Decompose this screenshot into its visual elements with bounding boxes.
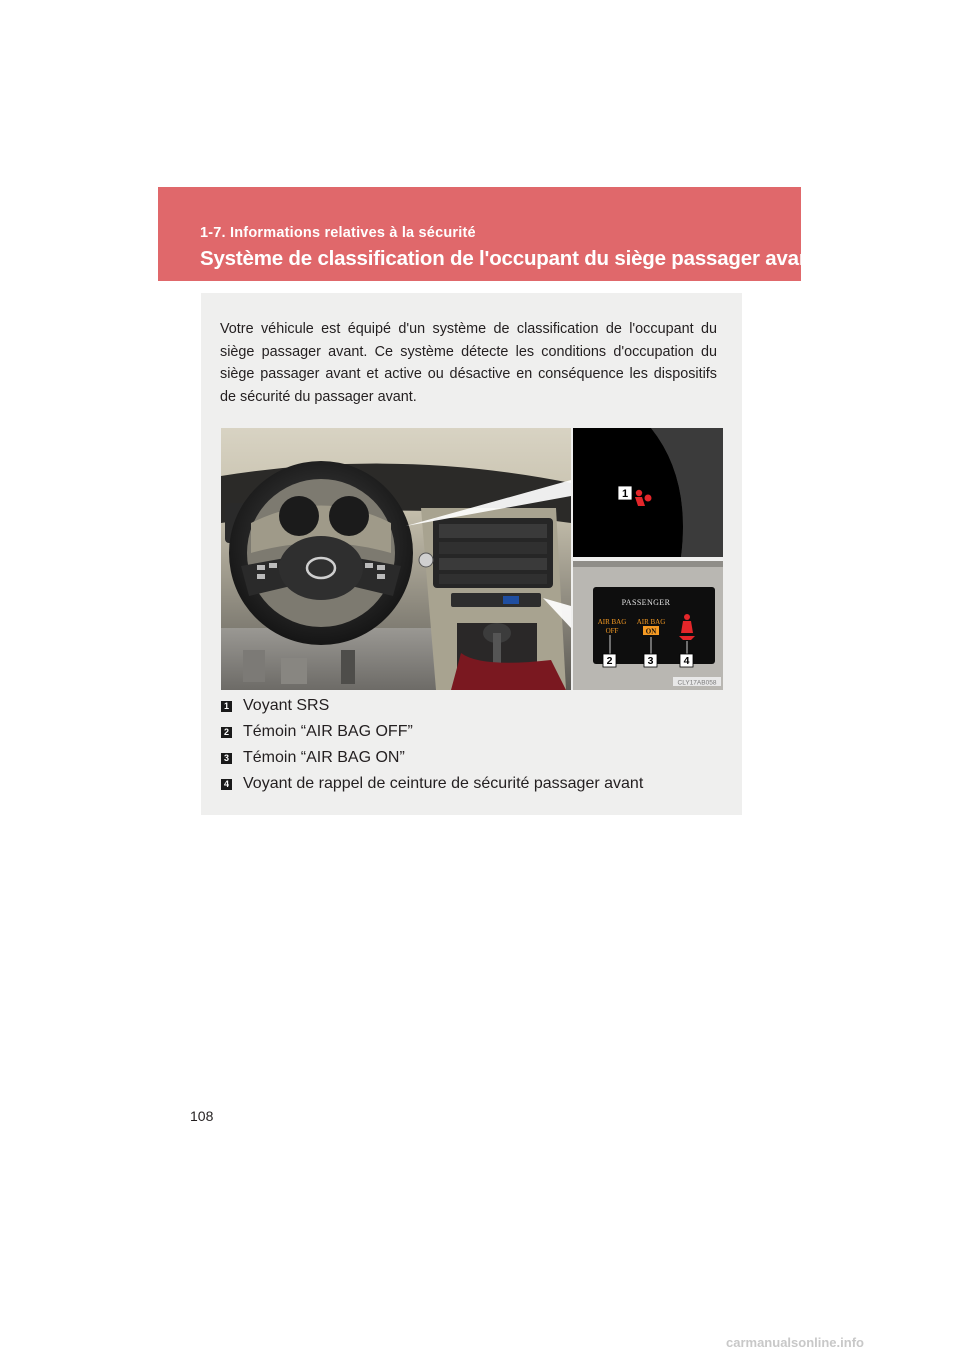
watermark: carmanualsonline.info	[726, 1335, 864, 1350]
callout-3-label: 3	[647, 655, 654, 667]
page-number: 108	[190, 1108, 214, 1124]
callout-2-label: 2	[606, 655, 613, 667]
callout-1-label: 1	[621, 488, 629, 500]
main-dashboard-photo	[221, 428, 571, 690]
figure-code: CLY17AB058	[677, 679, 717, 687]
legend-item	[221, 693, 731, 719]
page-title: Système de classification de l'occupant du siège passager avant	[200, 247, 818, 270]
dashboard-illustration	[221, 428, 723, 690]
airbag-on-line1: AIR BAG	[636, 618, 666, 626]
section-label: 1-7. Informations relatives à la sécurité	[200, 225, 476, 241]
legend-number: 2	[221, 727, 232, 738]
legend-label: Témoin “AIR BAG ON”	[243, 749, 405, 766]
legend-number: 4	[221, 779, 232, 790]
legend-item	[221, 745, 731, 771]
legend-number: 3	[221, 753, 232, 764]
legend-label: Voyant de rappel de ceinture de sécurité passager avant	[243, 775, 644, 792]
legend-number: 1	[221, 701, 232, 712]
inset-passenger-panel	[573, 561, 723, 690]
legend-item	[221, 771, 731, 797]
legend-list	[221, 693, 731, 797]
legend-label: Témoin “AIR BAG OFF”	[243, 723, 413, 740]
callout-4-label: 4	[683, 655, 690, 667]
legend-label: Voyant SRS	[243, 697, 330, 714]
inset-srs-indicator	[573, 428, 723, 557]
airbag-off-line1: AIR BAG	[597, 618, 627, 626]
content-box	[201, 293, 742, 815]
passenger-heading: PASSENGER	[621, 598, 671, 607]
airbag-on-line2: ON	[645, 627, 657, 636]
dashboard-figure	[221, 428, 723, 690]
header-band	[158, 187, 818, 281]
legend-item	[221, 719, 731, 745]
airbag-off-line2: OFF	[605, 627, 619, 635]
intro-paragraph: Votre véhicule est équipé d'un système de classification de l'occupant du siège passager avant. Ce système détecte les conditions d'occupation du siège passager avant et active ou désactive en conséquence les dispositifs de sécurité du passager avant.	[220, 321, 717, 405]
